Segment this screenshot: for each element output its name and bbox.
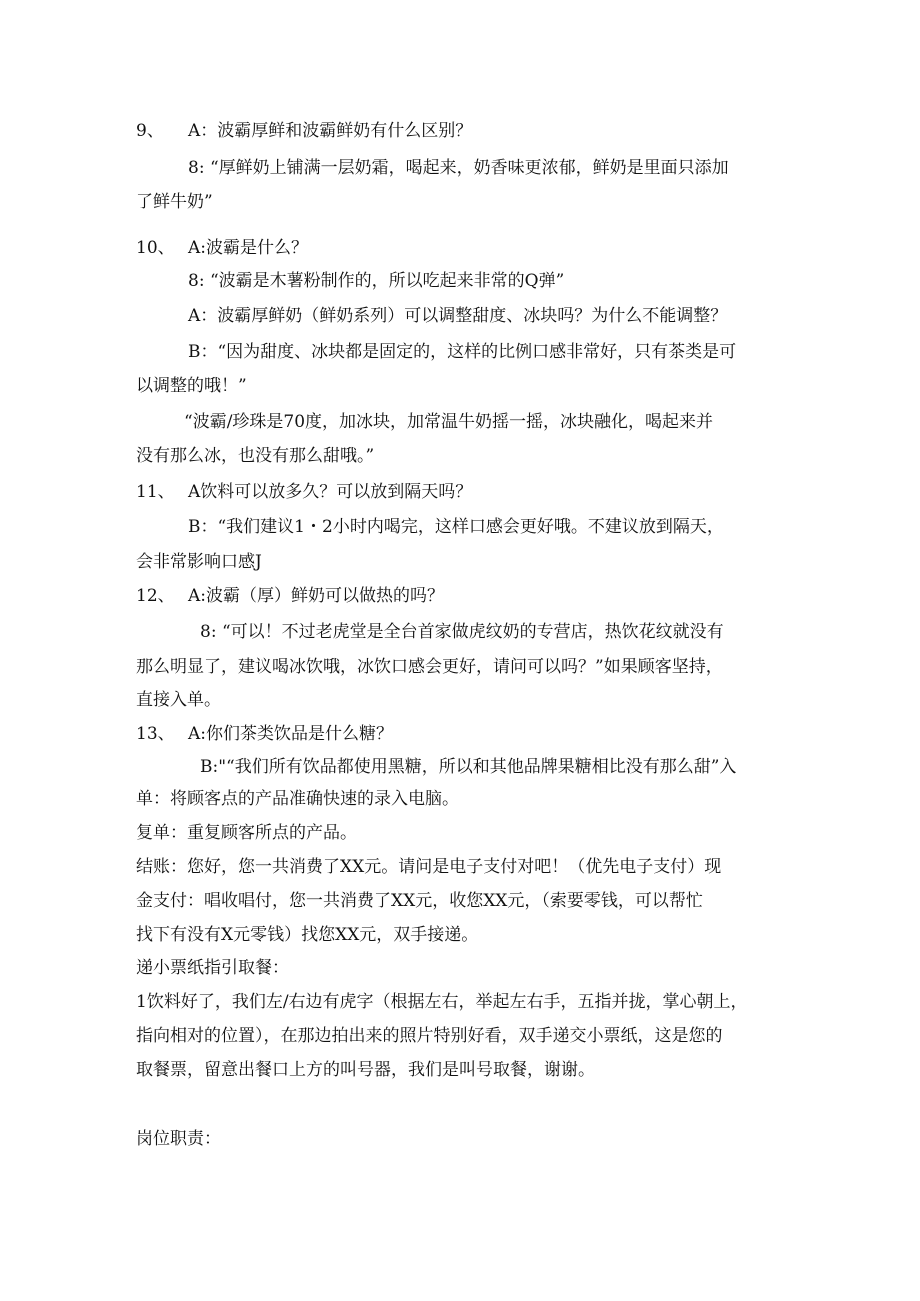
q13-number: 13、 [136, 724, 175, 744]
ticket-line-1: 1饮料好了，我们左/右边有虎字（根据左右，举起左右手，五指并拢，掌心朝上， [136, 992, 748, 1012]
ticket-title: 递小票纸指引取餐： [136, 958, 289, 978]
ticket-line-2: 指向相对的位置），在那边拍出来的照片特别好看，双手递交小票纸，这是您的 [136, 1026, 723, 1046]
q10-followup-answer-line-2: 以调整的哦！” [136, 376, 247, 396]
q9-answer-line-1: 8: “厚鲜奶上铺满一层奶霜，喝起来，奶香味更浓郁，鲜奶是里面只添加 [188, 158, 729, 178]
q10-question-text: A:波霸是什么？ [188, 238, 309, 258]
q12-answer-line-1: 8: “可以！不过老虎堂是全台首家做虎纹奶的专营店，热饮花纹就没有 [200, 622, 724, 642]
q12-question-text: A:波霸（厚）鲜奶可以做热的吗？ [188, 586, 445, 606]
q10-note-line-2: 没有那么冰，也没有那么甜哦。” [136, 446, 375, 466]
q12-question [136, 585, 444, 607]
q11-answer-line-2: 会非常影响口感J [136, 552, 262, 572]
q12-answer-line-2: 那么明显了，建议喝冰饮哦，冰饮口感会更好，请问可以吗？”如果顾客坚持， [136, 657, 723, 677]
checkout-line-1: 结账：您好，您一共消费了XX元。请问是电子支付对吧！（优先电子支付）现 [136, 857, 722, 877]
q10-followup-answer-line-1: B：“因为甜度、冰块都是固定的，这样的比例口感非常好，只有茶类是可 [188, 342, 737, 362]
q9-number: 9、 [136, 121, 164, 141]
q9-answer-line-2: 了鲜牛奶” [136, 192, 213, 212]
q11-question [136, 481, 472, 503]
q13-answer-line-2: 单：将顾客点的产品准确快速的录入电脑。 [136, 789, 459, 809]
q10-note-line-1: “波霸/珍珠是70度，加冰块，加常温牛奶摇一摇，冰块融化，喝起来并 [184, 412, 714, 432]
q13-question-text: A:你们茶类饮品是什么糖？ [188, 724, 394, 744]
q11-number: 11、 [136, 482, 175, 502]
q13-answer-line-1: B:"“我们所有饮品都使用黑糖，所以和其他品牌果糖相比没有那么甜”入 [200, 757, 737, 777]
checkout-line-2: 金支付：唱收唱付，您一共消费了XX元，收您XX元，（索要零钱，可以帮忙 [136, 891, 703, 911]
repeat-order-line: 复单：重复顾客所点的产品。 [136, 823, 357, 843]
checkout-line-3: 找下有没有X元零钱）找您XX元，双手接递。 [136, 925, 479, 945]
ticket-line-3: 取餐票，留意出餐口上方的叫号器，我们是叫号取餐，谢谢。 [136, 1060, 595, 1080]
q13-question [136, 723, 393, 745]
q10-followup-question: A：波霸厚鲜奶（鲜奶系列）可以调整甜度、冰块吗？为什么不能调整？ [188, 306, 728, 326]
duties-heading: 岗位职责： [136, 1129, 221, 1149]
q10-answer: 8: “波霸是木薯粉制作的，所以吃起来非常的Q弹” [188, 271, 565, 291]
q10-question [136, 237, 308, 259]
q12-answer-line-3: 直接入单。 [136, 690, 221, 710]
q12-number: 12、 [136, 586, 175, 606]
q11-question-text: A饮料可以放多久？可以放到隔天吗？ [188, 482, 473, 502]
q9-question [136, 120, 472, 142]
q11-answer-line-1: B：“我们建议1・2小时内喝完，这样口感会更好哦。不建议放到隔天， [188, 517, 724, 537]
q10-number: 10、 [136, 238, 175, 258]
q9-question-text: A：波霸厚鲜和波霸鲜奶有什么区别？ [188, 121, 473, 141]
